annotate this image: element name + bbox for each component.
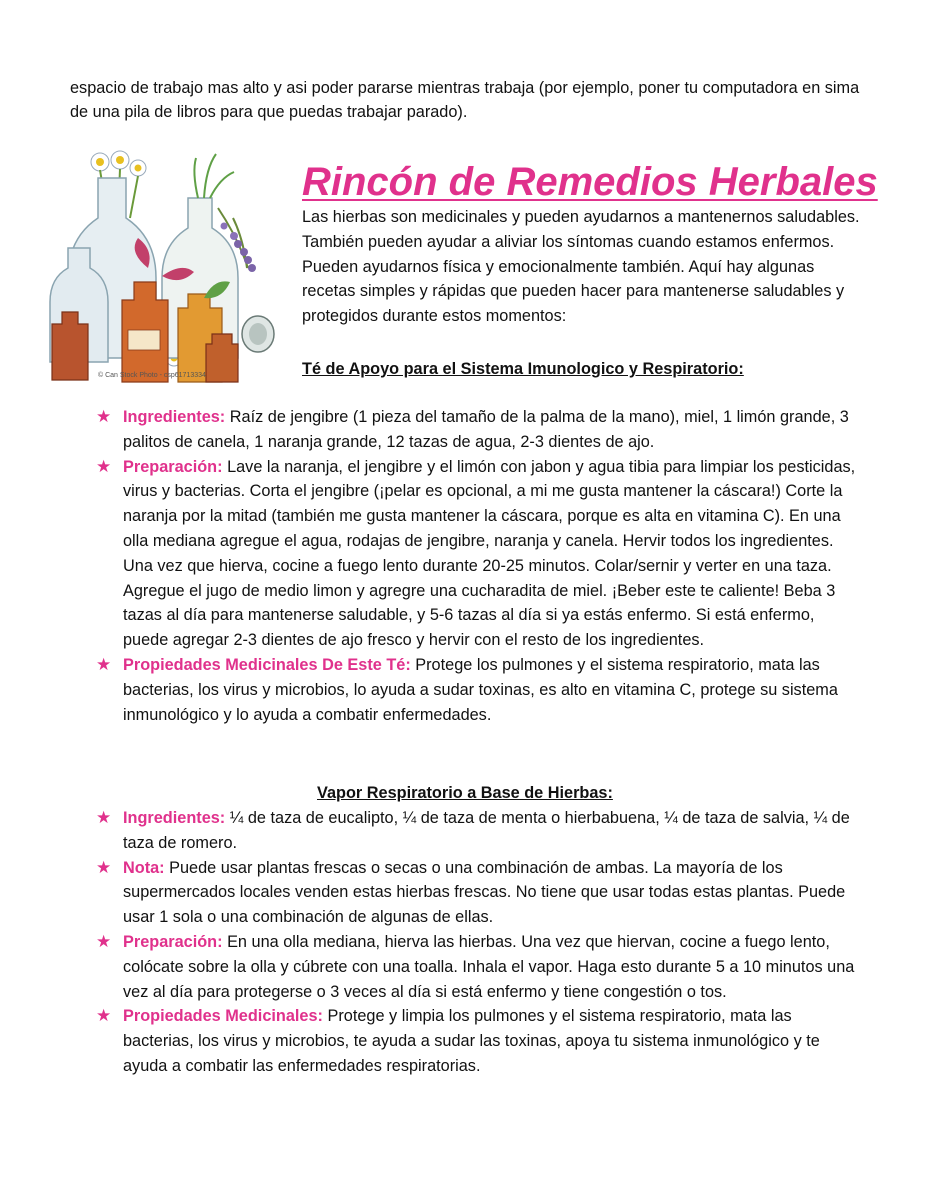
bullet-label: Ingredientes: (123, 408, 226, 426)
bullet-label: Nota: (123, 858, 165, 877)
bullet-text: ¼ de taza de eucalipto, ¼ de taza de menta o hierbabuena, ¼ de taza de salvia, ¼ de taza de romero. (123, 809, 850, 852)
star-icon: ★ (96, 407, 112, 427)
star-icon: ★ (96, 808, 112, 828)
section-title: Rincón de Remedios Herbales (302, 160, 878, 204)
list-item (96, 1004, 856, 1078)
herbal-bottles-illustration (38, 148, 278, 388)
bullet-label: Preparación: (123, 932, 223, 951)
star-icon: ★ (96, 857, 112, 878)
star-icon: ★ (96, 456, 112, 477)
bullet-label: Ingredientes: (123, 809, 226, 827)
list-item (96, 856, 856, 930)
bullet-text: En una olla mediana, hierva las hierbas. Una vez que hiervan, cocine a fuego lento, colócate sobre la olla y cúbrete con una toalla. Inhala el vapor. Haga esto durante 5 a 10 minutos una vez al día para protegerse o 3 veces al día si está enfermo y tiene congestión o tos. (123, 932, 855, 1001)
section-lead-paragraph: Las hierbas son medicinales y pueden ayudarnos a mantenernos saludables. También pueden ayudar a aliviar los síntomas cuando estamos enfermos. Pueden ayudarnos física y emocionalmente también. Aquí hay algunas recetas simples y rápidas que pueden hacer para mantenerse saludables y protegidos durante estos momentos: (302, 208, 860, 326)
bullet-text: Protege los pulmones y el sistema respiratorio, mata las bacterias, los virus y microbios, lo ayuda a sudar toxinas, es alto en vitamina C, protege su sistema inmunológico y lo ayuda a combatir enfermedades. (123, 655, 838, 724)
bullet-text: Protege y limpia los pulmones y el sistema respiratorio, mata las bacterias, los virus y microbios, te ayuda a sudar las toxinas, apoya tu sistema inmunológico y te ayuda a combatir las enfermedades respiratorias. (123, 1007, 820, 1075)
bullet-text: Raíz de jengibre (1 pieza del tamaño de la palma de la mano), miel, 1 limón grande, 3 palitos de canela, 1 naranja grande, 12 tazas de agua, 2-3 dientes de ajo. (123, 408, 849, 451)
star-icon: ★ (96, 931, 112, 952)
list-item (96, 455, 856, 653)
tea-bullet-list (96, 405, 856, 727)
bullet-text: Puede usar plantas frescas o secas o una combinación de ambas. La mayoría de los supermercados locales venden estas hierbas frescas. No tiene que usar todas estas plantas. Puede usar 1 sola o una combinación de algunas de ellas. (123, 858, 846, 927)
bullet-label: Propiedades Medicinales: (123, 1007, 323, 1026)
vapor-heading: Vapor Respiratorio a Base de Hierbas: (317, 784, 613, 802)
bullet-text: Lave la naranja, el jengibre y el limón con jabon y agua tibia para limpiar los pesticidas, virus y bacterias. Corta el jengibre (¡pelar es opcional, a mi me gusta mantener la cáscara!) Corte la naranja por la mitad (también me gusta mantener la cáscara, porque es alta en vitamina C). En una olla mediana agregue el agua, rodajas de jengibre, naranja y canela. Hervir todos los ingredientes. Una vez que hierva, cocine a fuego lento durante 20-25 minutos. Colar/sernir y verter en una taza. Agregue el jugo de medio limon y agregre una cucharadita de miel. ¡Beber este te caliente! Beba 3 tazas al día para mantenerse saludable, y 5-6 tazas al día si ya estás enfermo. Si está enfermo, puede agregar 2-3 dientes de ajo fresco y hervir con el resto de los ingredientes. (123, 457, 856, 650)
list-item (96, 930, 856, 1004)
list-item (96, 653, 856, 727)
vapor-bullet-list (96, 806, 856, 1079)
tea-heading: Té de Apoyo para el Sistema Imunologico y Respiratorio: (302, 360, 744, 378)
bullet-label: Propiedades Medicinales De Este Té: (123, 655, 411, 674)
list-item (96, 405, 856, 455)
star-icon: ★ (96, 654, 112, 675)
bullet-label: Preparación: (123, 457, 223, 476)
list-item (96, 806, 856, 856)
intro-paragraph: espacio de trabajo mas alto y asi poder pararse mientras trabaja (por ejemplo, poner tu computadora en sima de una pila de libros para que puedas trabajar parado). (70, 79, 860, 121)
image-credit: © Can Stock Photo - csp61713334 (98, 372, 206, 379)
star-icon: ★ (96, 1006, 112, 1027)
